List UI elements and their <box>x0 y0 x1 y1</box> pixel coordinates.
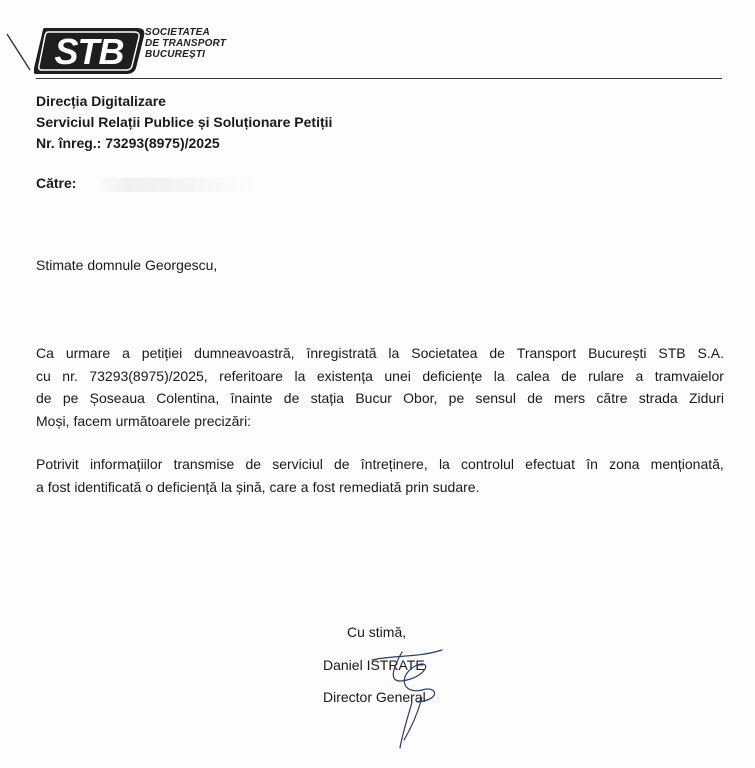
word: la <box>221 478 232 495</box>
department-name: Direcția Digitalizare <box>36 93 166 109</box>
word: către <box>596 390 628 406</box>
word: de <box>489 345 505 361</box>
word: de <box>283 390 300 406</box>
word: la <box>294 367 306 384</box>
word: de <box>245 456 262 472</box>
word: întreținere, <box>360 456 428 472</box>
word: Ziduri <box>688 390 724 406</box>
word: nr. <box>62 367 78 384</box>
paragraph-1 <box>36 342 724 432</box>
word: controlul <box>461 456 514 472</box>
word: existența <box>316 367 373 384</box>
paragraph-2 <box>36 453 724 498</box>
word: unei <box>384 367 411 384</box>
word: a <box>300 478 309 495</box>
word: serviciul <box>272 456 323 472</box>
word: menționată, <box>650 456 724 472</box>
service-name: Serviciul Relații Publice și Soluționare Petiții <box>36 114 333 130</box>
logo-mark-text: STB <box>54 31 124 72</box>
paragraph1-line <box>36 410 724 433</box>
word: la <box>493 367 505 384</box>
paragraph2-line <box>36 476 724 499</box>
word: sensul <box>475 390 516 406</box>
word: Obor, <box>403 390 438 406</box>
word: cu <box>36 367 51 384</box>
word: fost <box>47 478 71 495</box>
word: în <box>586 456 598 472</box>
logo-line-2: DE TRANSPORT <box>145 38 227 49</box>
word: mers <box>554 390 586 406</box>
word: petiției <box>141 345 183 361</box>
word: Societatea <box>411 345 478 361</box>
word: de <box>36 390 52 406</box>
word: remediată <box>339 478 402 495</box>
word: a <box>36 478 44 495</box>
word: Moși, <box>36 412 70 429</box>
word: tramvaielor <box>654 367 724 384</box>
redacted-recipient <box>96 178 256 192</box>
word: de <box>561 367 577 384</box>
paragraph1-line <box>36 387 724 410</box>
word: următoarele <box>115 412 191 429</box>
word: S.A. <box>697 345 724 361</box>
word: precizări: <box>194 412 252 429</box>
word: înregistrată <box>306 345 377 361</box>
word: o <box>145 478 154 495</box>
greeting: Stimate domnule Georgescu, <box>36 257 218 273</box>
word: la <box>388 345 400 361</box>
word: a <box>635 367 644 384</box>
word: deficiențe <box>422 367 483 384</box>
word: a <box>122 345 130 361</box>
word: dumneavoastră, <box>194 345 295 361</box>
word: zona <box>609 456 640 472</box>
word: efectuat <box>525 456 575 472</box>
word: facem <box>73 412 112 429</box>
word: Bucur <box>355 390 392 406</box>
word: șină, <box>235 478 266 495</box>
word: stația <box>310 390 345 406</box>
word: înainte <box>230 390 273 406</box>
word: pe <box>448 390 465 406</box>
word: prin <box>405 478 429 495</box>
closing-salutation: Cu stimă, <box>347 624 407 640</box>
word: 73293(8975)/2025, <box>89 367 208 384</box>
header-divider <box>36 78 722 79</box>
word: rulare <box>588 367 624 384</box>
word: la <box>438 456 450 472</box>
recipient-label: Către: <box>36 175 77 191</box>
paragraph1-line <box>36 365 724 388</box>
word: pe <box>62 390 79 406</box>
signer-title: Director General <box>323 689 426 705</box>
word: de <box>334 456 350 472</box>
logo-line-3: BUCUREȘTI <box>145 49 206 60</box>
word: sudare. <box>432 478 480 495</box>
word: Transport <box>516 345 577 361</box>
word: fost <box>312 478 336 495</box>
corner-mark <box>4 30 34 74</box>
word: care <box>269 478 297 495</box>
word: calea <box>516 367 550 384</box>
word: referitoare <box>219 367 283 384</box>
word: strada <box>638 390 678 406</box>
word: București <box>588 345 647 361</box>
word: identificată <box>74 478 142 495</box>
word: Ca <box>36 345 54 361</box>
word: STB <box>658 345 686 361</box>
word: Șoseaua <box>89 390 145 406</box>
word: de <box>527 390 543 406</box>
logo-company-name <box>145 27 226 60</box>
paragraph2-line <box>36 453 724 476</box>
word: transmise <box>173 456 235 472</box>
word: Colentina, <box>156 390 220 406</box>
word: deficiență <box>157 478 218 495</box>
word: urmare <box>65 345 111 361</box>
word: Potrivit <box>36 456 79 472</box>
paragraph1-line <box>36 342 724 365</box>
word: informațiilor <box>90 456 163 472</box>
sender-block <box>36 91 332 154</box>
signer-name: Daniel ISTRATE <box>323 657 425 673</box>
registration-number: Nr. înreg.: 73293(8975)/2025 <box>36 135 220 151</box>
logo-line-1: SOCIETATEA <box>145 27 210 38</box>
